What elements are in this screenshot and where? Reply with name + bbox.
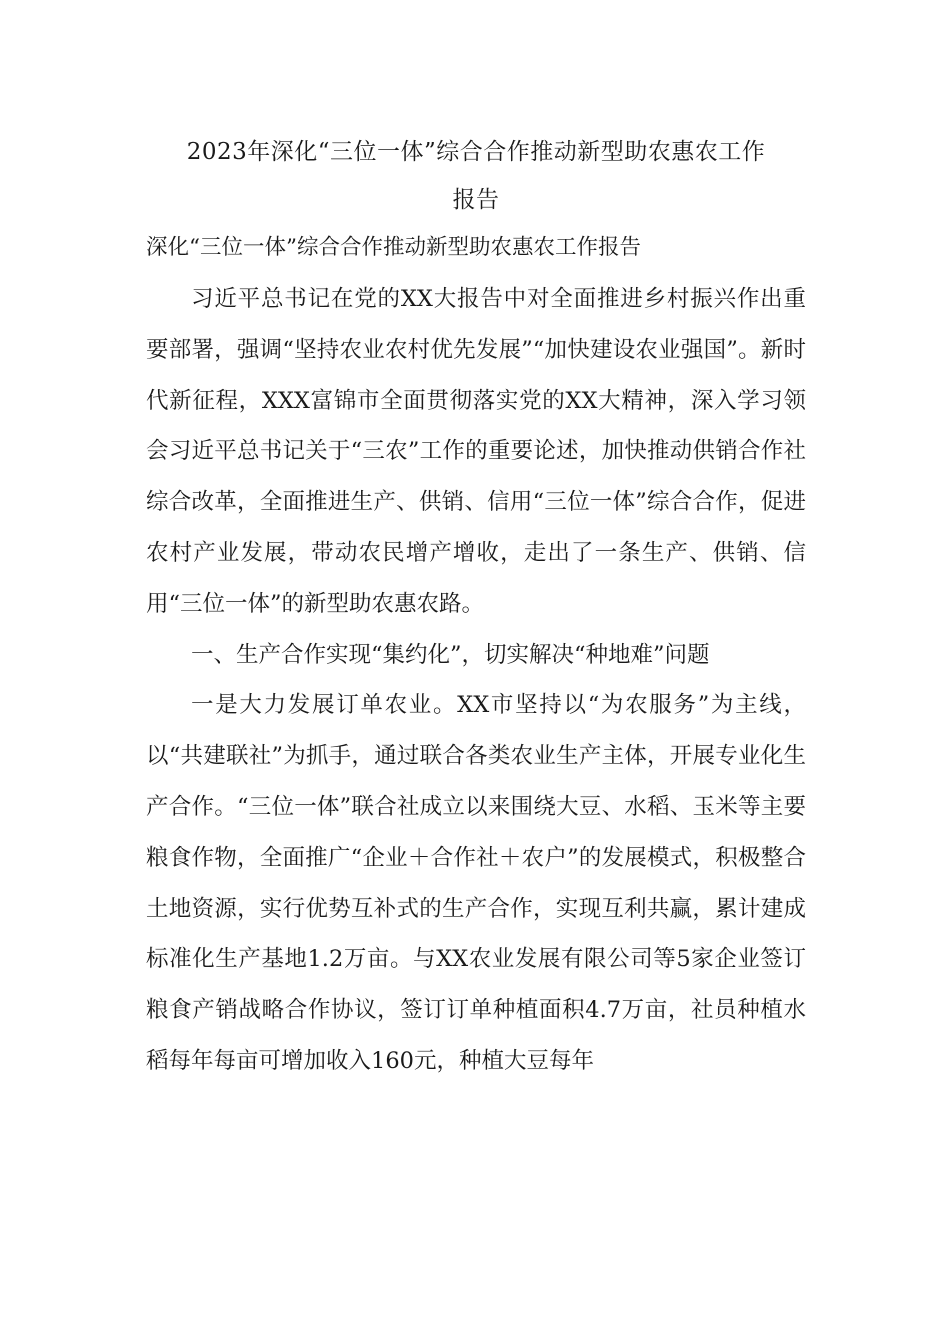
- document-title: [146, 128, 806, 224]
- section-heading-1: 一、生产合作实现“集约化”，切实解决“种地难”问题: [191, 641, 710, 668]
- paragraph-intro: 习近平总书记在党的XX大报告中对全面推进乡村振兴作出重要部署，强调“坚持农业农村优先发展”“加快建设农业强国”。新时代新征程，XXX富锦市全面贯彻落实党的XX大精神，深入学习领会习近平总书记关于“三农”工作的重要论述，加快推动供销合作社综合改革，全面推进生产、供销、信用“三位一体”综合合作，促进农村产业发展，带动农民增产增收，走出了一条生产、供销、信用“三位一体”的新型助农惠农路。: [146, 286, 806, 617]
- document-page: [146, 128, 806, 1087]
- document-title-line-1: 2023年深化“三位一体”综合合作推动新型助农惠农工作: [186, 139, 766, 165]
- document-subtitle: 深化“三位一体”综合合作推动新型助农惠农工作报告: [146, 235, 641, 260]
- paragraph-order-farming: 一是大力发展订单农业。XX市坚持以“为农服务”为主线，以“共建联社”为抓手，通过联合各类农业生产主体，开展专业化生产合作。“三位一体”联合社成立以来围绕大豆、水稻、玉米等主要粮食作物，全面推广“企业＋合作社＋农户”的发展模式，积极整合土地资源，实行优势互补式的生产合作，实现互利共赢，累计建成标准化生产基地1.2万亩。与XX农业发展有限公司等5家企业签订粮食产销战略合作协议，签订订单种植面积4.7万亩，社员种植水稻每年每亩可增加收入160元，种植大豆每年: [146, 692, 806, 1074]
- document-title-line-2: 报告: [452, 187, 500, 213]
